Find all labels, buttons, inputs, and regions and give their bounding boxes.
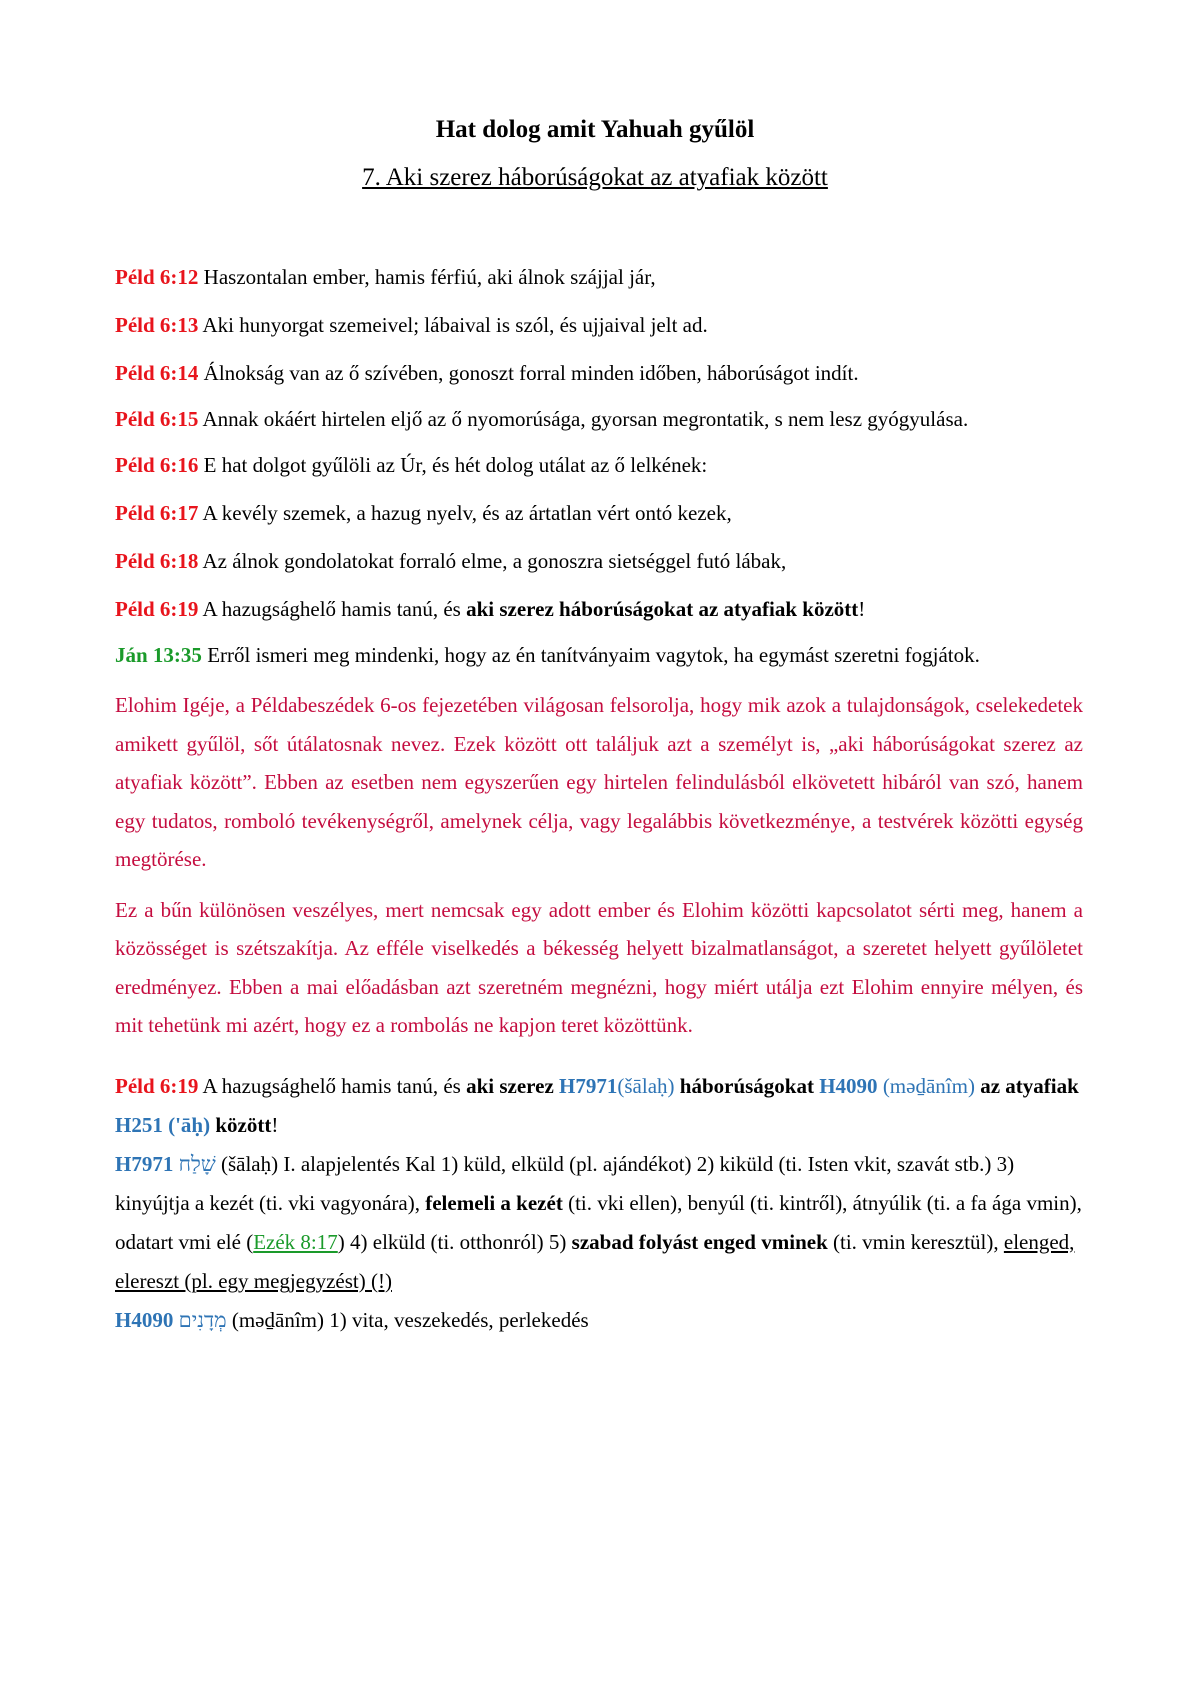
verse-line bbox=[115, 588, 1083, 630]
verse-ref: Péld 6:15 bbox=[115, 407, 199, 431]
verse-ref: Péld 6:14 bbox=[115, 361, 199, 385]
scripture-link[interactable]: Ezék 8:17 bbox=[253, 1229, 338, 1254]
verse-end: ! bbox=[271, 1112, 279, 1137]
study-verse bbox=[115, 1067, 1083, 1145]
verse-ref: Péld 6:12 bbox=[115, 265, 199, 289]
verse-highlight: aki szerez háborúságokat az atyafiak között bbox=[466, 597, 859, 621]
transliteration: (šālaḥ) bbox=[617, 1073, 675, 1098]
verse-end: ! bbox=[858, 597, 866, 621]
document-body bbox=[115, 256, 1083, 1340]
strong-number: H7971 bbox=[559, 1073, 618, 1098]
lexicon-entry bbox=[115, 1145, 1083, 1301]
verse-ref: Ján 13:35 bbox=[115, 643, 202, 667]
hebrew-word: מְדָנִים bbox=[178, 1307, 227, 1332]
verse-line bbox=[115, 352, 1083, 394]
hebrew-word: שָׁלַח bbox=[178, 1151, 216, 1176]
verse-highlight: az atyafiak bbox=[980, 1073, 1079, 1098]
strong-number: H251 ('āḥ) bbox=[115, 1112, 211, 1137]
commentary-paragraph: Ez a bűn különösen veszélyes, mert nemcsak egy adott ember és Elohim közötti kapcsolatot sérti meg, hanem a közösséget is szétszakítja. Az efféle viselkedés a békesség helyett bizalmatlanságot, a szeretet helyett gyűlöletet eredményez. Ebben a mai előadásban azt szeretném megnézni, hogy miért utálja ezt Elohim ennyire mélyen, és mit tehetünk mi azért, hogy ez a rombolás ne kapjon teret közöttünk. bbox=[115, 897, 1083, 1037]
definition-highlight: szabad folyást enged vminek bbox=[571, 1229, 828, 1254]
strong-number: H4090 bbox=[819, 1073, 878, 1098]
verse-ref: Péld 6:16 bbox=[115, 453, 199, 477]
definition-text: (šālaḥ) I. alapjelentés Kal 1) küld, elküld (pl. ajándékot) 2) kiküld (ti. Isten vkit, szavát stb.) 3) kinyújtja a kezét (ti. vki vagyonára), bbox=[115, 1151, 1015, 1215]
strong-number: H7971 bbox=[115, 1151, 174, 1176]
definition-underlined: elenged, elereszt (pl. egy megjegyzést) (!) bbox=[115, 1229, 1075, 1293]
verse-highlight: aki szerez bbox=[466, 1073, 554, 1098]
definition-text: (məḏānîm) 1) vita, veszekedés, perlekedés bbox=[226, 1307, 589, 1332]
verse-line bbox=[115, 540, 1083, 582]
definition-text: (ti. vki ellen), benyúl (ti. kintről), átnyúlik (ti. a fa ága vmin), odatart vmi elé ( bbox=[115, 1190, 1082, 1254]
verse-text: Álnokság van az ő szívében, gonoszt forral minden időben, háborúságot indít. bbox=[198, 361, 859, 385]
verse-text: E hat dolgot gyűlöli az Úr, és hét dolog utálat az ő lelkének: bbox=[198, 453, 708, 477]
verse-ref: Péld 6:19 bbox=[115, 1073, 199, 1098]
verse-line bbox=[115, 444, 1083, 486]
verse-text: Haszontalan ember, hamis férfiú, aki álnok szájjal jár, bbox=[198, 265, 656, 289]
verse-highlight: között bbox=[215, 1112, 272, 1137]
definition-text: ) 4) elküld (ti. otthonról) 5) bbox=[337, 1229, 572, 1254]
verse-line bbox=[115, 256, 1083, 298]
definition-highlight: felemeli a kezét bbox=[425, 1190, 563, 1215]
verse-text: A hazugsághelő hamis tanú, és bbox=[198, 1073, 467, 1098]
verse-line bbox=[115, 636, 1083, 674]
strong-number: H4090 bbox=[115, 1307, 174, 1332]
page-title: Hat dolog amit Yahuah gyűlöl bbox=[435, 116, 755, 143]
commentary-paragraph: Elohim Igéje, a Példabeszédek 6-os fejezetében világosan felsorolja, hogy mik azok a tulajdonságok, cselekedetek amikett gyűlöl, sőt útálatosnak nevez. Ezek között ott találjuk azt a személyt is, „aki háborúságokat szerez az atyafiak között”. Ebben az esetben nem egyszerűen egy hirtelen felindulásból elkövetett hibáról van szó, hanem egy tudatos, romboló tevékenységről, amelynek célja, vagy legalábbis következménye, a testvérek közötti egység megtörése. bbox=[115, 693, 1083, 871]
verse-line bbox=[115, 492, 1083, 534]
verse-ref: Péld 6:13 bbox=[115, 313, 199, 337]
verse-line bbox=[115, 304, 1083, 346]
page-subtitle: 7. Aki szerez háborúságokat az atyafiak között bbox=[362, 164, 828, 191]
verse-text: Az álnok gondolatokat forraló elme, a gonoszra sietséggel futó lábak, bbox=[198, 549, 787, 573]
verse-ref: Péld 6:19 bbox=[115, 597, 199, 621]
verse-ref: Péld 6:17 bbox=[115, 501, 199, 525]
verse-text: Aki hunyorgat szemeivel; lábaival is szól, és ujjaival jelt ad. bbox=[198, 313, 708, 337]
verse-ref: Péld 6:18 bbox=[115, 549, 199, 573]
verse-line bbox=[115, 400, 1083, 438]
verse-highlight: háborúságokat bbox=[679, 1073, 814, 1098]
transliteration: (məḏānîm) bbox=[882, 1073, 975, 1098]
lexicon-entry bbox=[115, 1301, 1083, 1340]
definition-text: (ti. vmin keresztül), bbox=[827, 1229, 1004, 1254]
word-study bbox=[115, 1067, 1083, 1340]
verse-text: A kevély szemek, a hazug nyelv, és az ártatlan vért ontó kezek, bbox=[198, 501, 732, 525]
verse-text: Annak okáért hirtelen eljő az ő nyomorúsága, gyorsan megrontatik, s nem lesz gyógyulása. bbox=[198, 407, 969, 431]
verse-text: A hazugsághelő hamis tanú, és bbox=[198, 597, 467, 621]
verse-text: Erről ismeri meg mindenki, hogy az én tanítványaim vagytok, ha egymást szeretni fogjátok. bbox=[201, 643, 980, 667]
